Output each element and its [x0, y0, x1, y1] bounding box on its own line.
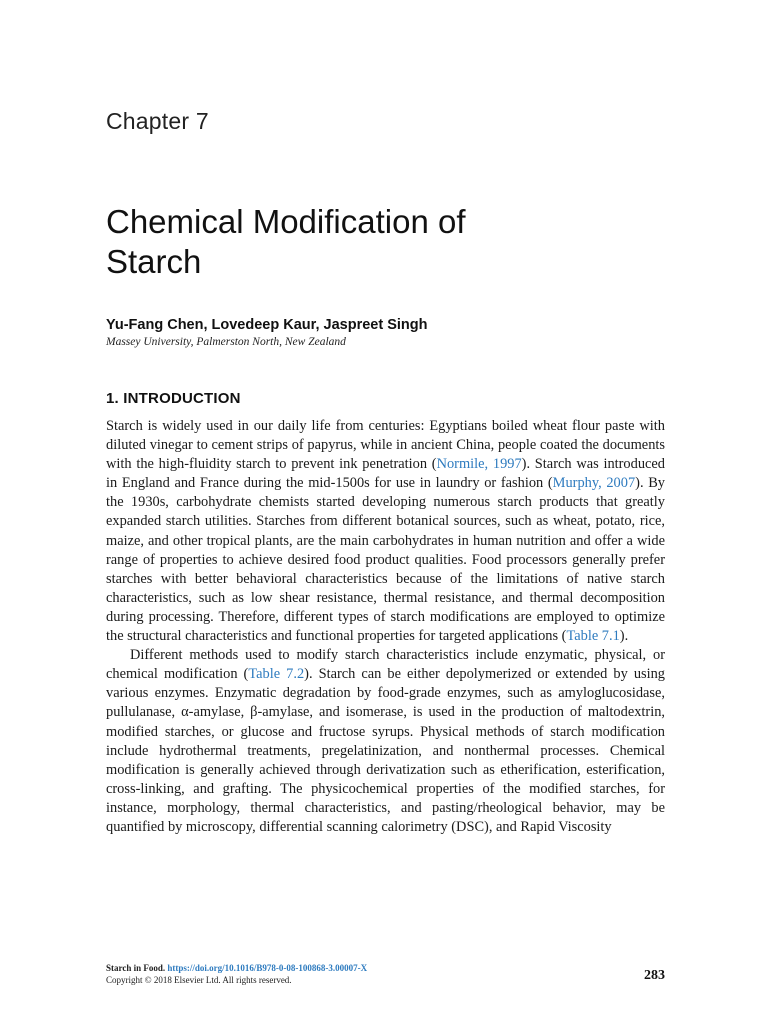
table-link-7-1[interactable]: Table 7.1	[566, 628, 620, 645]
author-affiliation: Massey University, Palmerston North, New Zealand	[106, 336, 346, 348]
table-link-7-2[interactable]: Table 7.2	[248, 666, 305, 683]
author-list: Yu-Fang Chen, Lovedeep Kaur, Jaspreet Singh	[106, 317, 428, 333]
paragraph-2	[106, 646, 665, 837]
page-number: 283	[644, 968, 665, 983]
page-footer	[106, 962, 367, 986]
paragraph-1-text-4: ).	[619, 628, 629, 645]
paragraph-2-text-1: Different methods used to modify starch characteristics include enzymatic, physical, or chemical modification (	[106, 647, 665, 683]
chapter-title-line2: Starch	[106, 243, 202, 280]
footer-doi-link[interactable]: https://doi.org/10.1016/B978-0-08-100868-3.00007-X	[167, 963, 368, 973]
section-heading-introduction: 1. INTRODUCTION	[106, 390, 241, 407]
chapter-title	[106, 202, 666, 282]
paragraph-1-text-3: ). By the 1930s, carbohydrate chemists started developing numerous starch products that greatly expanded starch utilities. Starches from different botanical sources, such as wheat, potato, rice, maize, and other tropical plants, are the main carbohydrates in human nutrition and offer a wide range of properties to achieve desired food product qualities. Food processors generally prefer starches with better behavioral characteristics because of the limitations of native starch characteristics, such as low shear resistance, thermal resistance, and thermal decomposition during processing. Therefore, different types of starch modifications are employed to optimize the structural characteristics and functional properties for targeted applications (	[106, 475, 666, 645]
paragraph-1	[106, 417, 665, 646]
citation-link-murphy-2007[interactable]: Murphy, 2007	[552, 475, 636, 492]
chapter-title-line1: Chemical Modification of	[106, 203, 466, 240]
citation-link-normile-1997[interactable]: Normile, 1997	[436, 456, 522, 473]
footer-citation-line	[106, 962, 367, 974]
paragraph-1-text-1: Starch is widely used in our daily life from centuries: Egyptians boiled wheat flour paste with diluted vinegar to cement strips of papyrus, while in ancient China, people coated the documents with the high-fluidity starch to prevent ink penetration (	[106, 418, 665, 473]
paragraph-1-text-2: ). Starch was introduced in England and France during the mid-1500s for use in laundry or fashion (	[106, 456, 665, 492]
footer-copyright: Copyright © 2018 Elsevier Ltd. All rights reserved.	[106, 975, 292, 985]
paragraph-2-text-2: ). Starch can be either depolymerized or extended by using various enzymes. Enzymatic degradation by food-grade enzymes, such as amyloglucosidase, pullulanase, α-amylase, β-amylase, and isomerase, is used in the production of maltodextrin, modified starches, or glucose and fructose syrups. Physical methods of starch modification include hydrothermal treatments, pregelatinization, and nonthermal processes. Chemical modification is generally achieved through derivatization such as etherification, esterification, cross-linking, and grafting. The physicochemical properties of the modified starches, for instance, morphology, thermal characteristics, and pasting/rheological behavior, may be quantified by microscopy, differential scanning calorimetry (DSC), and Rapid Viscosity	[106, 666, 666, 835]
footer-book-title: Starch in Food.	[106, 963, 166, 973]
body-text	[106, 417, 665, 837]
chapter-label: Chapter 7	[106, 108, 209, 134]
